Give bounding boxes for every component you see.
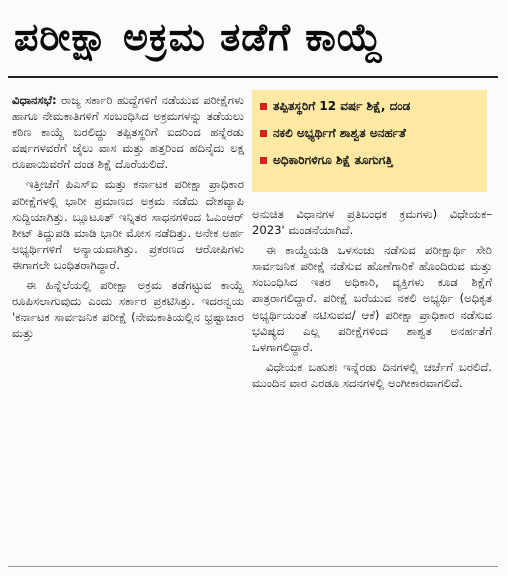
highlight-text: ಅಧಿಕಾರಿಗಳಿಗೂ ಶಿಕ್ಷೆ ತೂಗುಗತ್ತಿ	[273, 153, 393, 167]
highlight-text: ನಕಲಿ ಅಭ್ಯರ್ಥಿಗೆ ಶಾಶ್ವತ ಅನರ್ಹತೆ	[273, 126, 406, 140]
bullet-square-icon	[260, 157, 267, 164]
paragraph-text: ರಾಜ್ಯ ಸರ್ಕಾರಿ ಹುದ್ದೆಗಳಿಗೆ ನಡೆಯುವ ಪರೀಕ್ಷೆಗಳು ಹಾಗೂ ನೇಮಕಾತಿಗಳಿಗೆ ಸಂಬಂಧಿಸಿದ ಅಕ್ರಮಗಳನ್ನು ತಡೆಯಲು ಕಠಿಣ ಕಾಯ್ದೆ ಬರಲಿದ್ದು ತಪ್ಪಿತಸ್ಥರಿಗೆ ಐದರಿಂದ ಹನ್ನೆರಡು ವರ್ಷಗಳವರೆಗೆ ಜೈಲು ವಾಸ ಮತ್ತು ಹತ್ತರಿಂದ ಹದಿನೈದು ಲಕ್ಷ ರೂಪಾಯಿವರೆಗೆ ದಂಡ ಶಿಕ್ಷೆ ದೊರೆಯಲಿದೆ.	[12, 93, 244, 172]
highlight-text: ತಪ್ಪಿತಸ್ಥರಿಗೆ 12 ವರ್ಷ ಶಿಕ್ಷೆ, ದಂಡ	[273, 99, 411, 113]
article-right-column	[252, 206, 492, 395]
bullet-square-icon	[260, 130, 267, 137]
article-paragraph: ಇತ್ತೀಚೆಗೆ ಪಿಎಸ್‌ಐ ಮತ್ತು ಕರ್ನಾಟಕ ಪರೀಕ್ಷಾ ಪ್ರಾಧಿಕಾರ ಪರೀಕ್ಷೆಗಳಲ್ಲಿ ಭಾರೀ ಪ್ರಮಾಣದ ಅಕ್ರಮ ನಡೆದು ದೇಶವ್ಯಾಪಿ ಸುದ್ದಿಯಾಗಿತ್ತು. ಬ್ಲೂಟೂತ್ ಇನ್ನಿತರ ಸಾಧನಗಳಿಂದ ಓಎಂಆರ್ ಶೀಟ್ ತಿದ್ದುಪಡಿ ಮಾಡಿ ಭಾರೀ ಮೋಸ ನಡೆದಿತ್ತು. ಅನೇಕ ಅರ್ಹ ಅಭ್ಯರ್ಥಿಗಳಿಗೆ ಅನ್ಯಾಯವಾಗಿತ್ತು. ಪ್ರಕರಣದ ಆರೋಪಿಗಳು ಈಗಾಗಲೇ ಬಂಧಿತರಾಗಿದ್ದಾರೆ.	[12, 177, 244, 272]
article-paragraph	[12, 92, 244, 172]
dateline: ವಿಧಾನಸಭೆ:	[12, 93, 57, 107]
bullet-square-icon	[260, 103, 267, 110]
article-paragraph: ವಿಧೇಯಕ ಬಹುಶಃ ಇನ್ನೆರಡು ದಿನಗಳಲ್ಲಿ ಚರ್ಚೆಗೆ ಬರಲಿದೆ. ಮುಂದಿನ ವಾರ ಎರಡೂ ಸದನಗಳಲ್ಲಿ ಅಂಗೀಕಾರವಾಗಲಿದೆ.	[252, 359, 492, 390]
highlight-item	[260, 125, 481, 141]
bottom-rule	[8, 566, 498, 567]
article-left-column	[12, 92, 244, 345]
highlights-box	[252, 90, 487, 192]
highlight-item	[260, 152, 481, 168]
headline: ಪರೀಕ್ಷಾ ಅಕ್ರಮ ತಡೆಗೆ ಕಾಯ್ದೆ	[14, 15, 384, 59]
article-paragraph: ಅನುಚಿತ ವಿಧಾನಗಳ ಪ್ರತಿಬಂಧಕ ಕ್ರಮಗಳು) ವಿಧೇಯಕ– 2023' ಮಂಡನೆಯಾಗಿದೆ.	[252, 207, 492, 238]
headline-rule	[8, 76, 498, 78]
article-paragraph: ಈ ಹಿನ್ನೆಲೆಯಲ್ಲಿ ಪರೀಕ್ಷಾ ಅಕ್ರಮ ತಡೆಗಟ್ಟುವ ಕಾಯ್ದೆ ರೂಪಿಸಲಾಗುವುದು ಎಂದು ಸರ್ಕಾರ ಪ್ರಕಟಿಸಿತ್ತು. ಇದರನ್ವಯ 'ಕರ್ನಾಟಕ ಸಾರ್ವಜನಿಕ ಪರೀಕ್ಷೆ (ನೇಮಕಾತಿಯಲ್ಲಿನ ಭ್ರಷ್ಟಾಚಾರ ಮತ್ತು	[12, 278, 244, 341]
highlight-item	[260, 98, 481, 114]
article-paragraph: ಈ ಕಾಯ್ದೆಯಡಿ ಒಳಸಂಚು ನಡೆಸುವ ಪರೀಕ್ಷಾರ್ಥಿ ಸೇರಿ ಸಾರ್ವಜನಿಕ ಪರೀಕ್ಷೆ ನಡೆಸುವ ಹೊಣೆಗಾರಿಕೆ ಹೊಂದಿರುವ ಮತ್ತು ಸಂಬಂಧಿಸಿದ ಇತರ ಅಧಿಕಾರಿ, ವ್ಯಕ್ತಿಗಳು ಕೂಡ ಶಿಕ್ಷೆಗೆ ಪಾತ್ರರಾಗಲಿದ್ದಾರೆ. ಪರೀಕ್ಷೆ ಬರೆಯುವ ನಕಲಿ ಅಭ್ಯರ್ಥಿ (ಅಧಿಕೃತ ಅಭ್ಯರ್ಥಿಯಂತೆ ನಟಿಸುವವ/ ಆಕೆ) ಪರೀಕ್ಷಾ ಪ್ರಾಧಿಕಾರ ನಡೆಸುವ ಭವಿಷ್ಯದ ಎಲ್ಲ ಪರೀಕ್ಷೆಗಳಿಂದ ಶಾಶ್ವತ ಅನರ್ಹತೆಗೆ ಒಳಗಾಗಲಿದ್ದಾರೆ.	[252, 243, 492, 354]
